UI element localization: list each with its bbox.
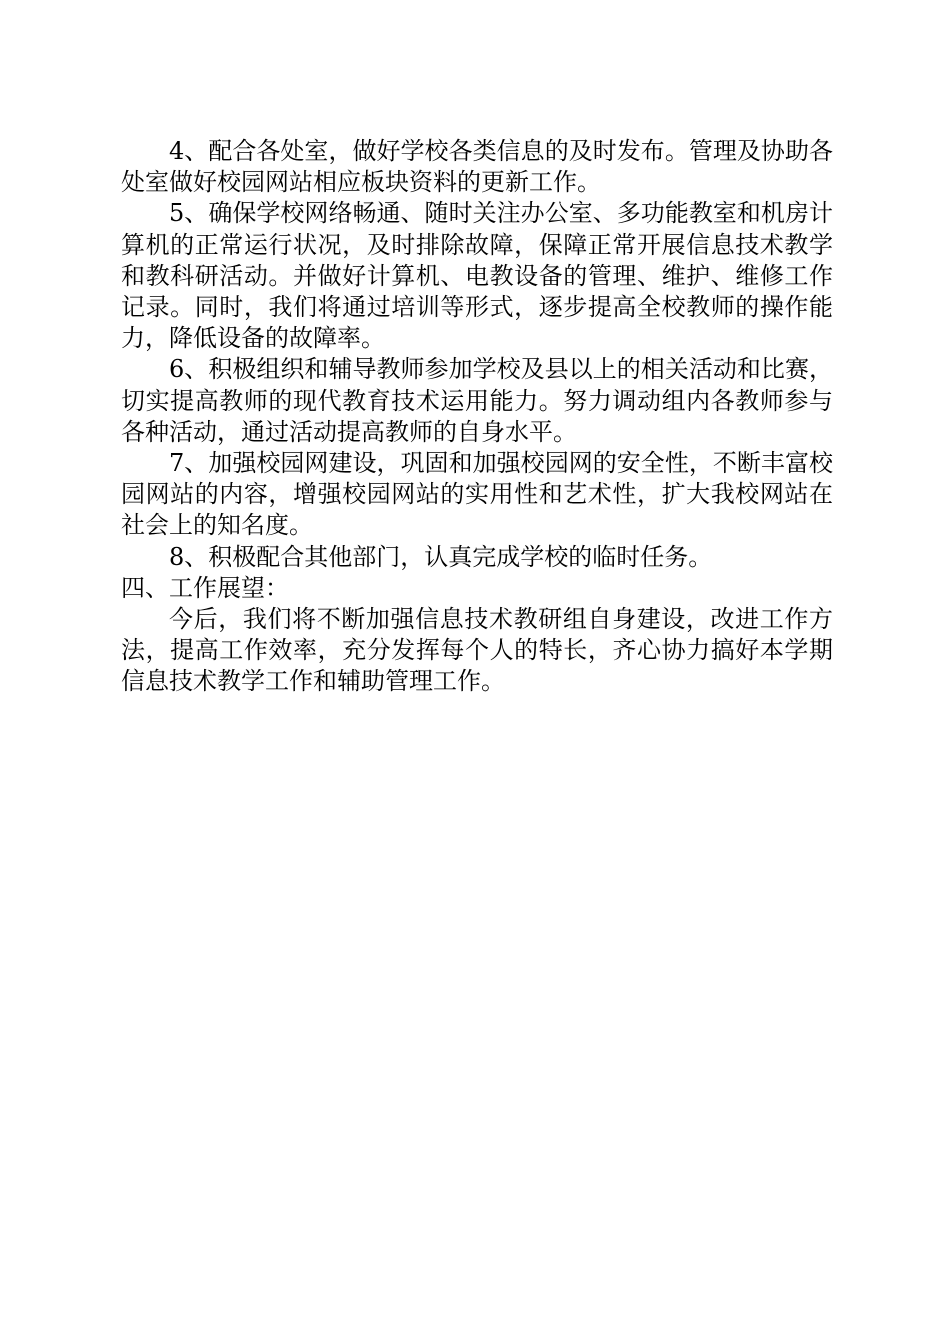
paragraph-item-5: 5、确保学校网络畅通、随时关注办公室、多功能教室和机房计算机的正常运行状况，及时排除故障，保障正常开展信息技术教学和教科研活动。并做好计算机、电教设备的管理、维护、维修工作记录。同时，我们将通过培训等形式，逐步提高全校教师的操作能力，降低设备的故障率。: [121, 199, 833, 353]
paragraph-item-7: 7、加强校园网建设，巩固和加强校园网的安全性，不断丰富校园网站的内容，增强校园网站的实用性和艺术性，扩大我校网站在社会上的知名度。: [121, 449, 833, 540]
paragraph-outlook: 今后，我们将不断加强信息技术教研组自身建设，改进工作方法，提高工作效率，充分发挥每个人的特长，齐心协力搞好本学期信息技术教学工作和辅助管理工作。: [121, 605, 833, 696]
document-body: [121, 136, 833, 698]
section-heading-outlook: 四、工作展望：: [121, 573, 289, 602]
paragraph-item-6: 6、积极组织和辅导教师参加学校及县以上的相关活动和比赛，切实提高教师的现代教育技术运用能力。努力调动组内各教师参与各种活动，通过活动提高教师的自身水平。: [121, 355, 833, 446]
paragraph-item-4: 4、配合各处室，做好学校各类信息的及时发布。管理及协助各处室做好校园网站相应板块资料的更新工作。: [121, 137, 833, 197]
paragraph-item-8: 8、积极配合其他部门，认真完成学校的临时任务。: [169, 542, 713, 571]
